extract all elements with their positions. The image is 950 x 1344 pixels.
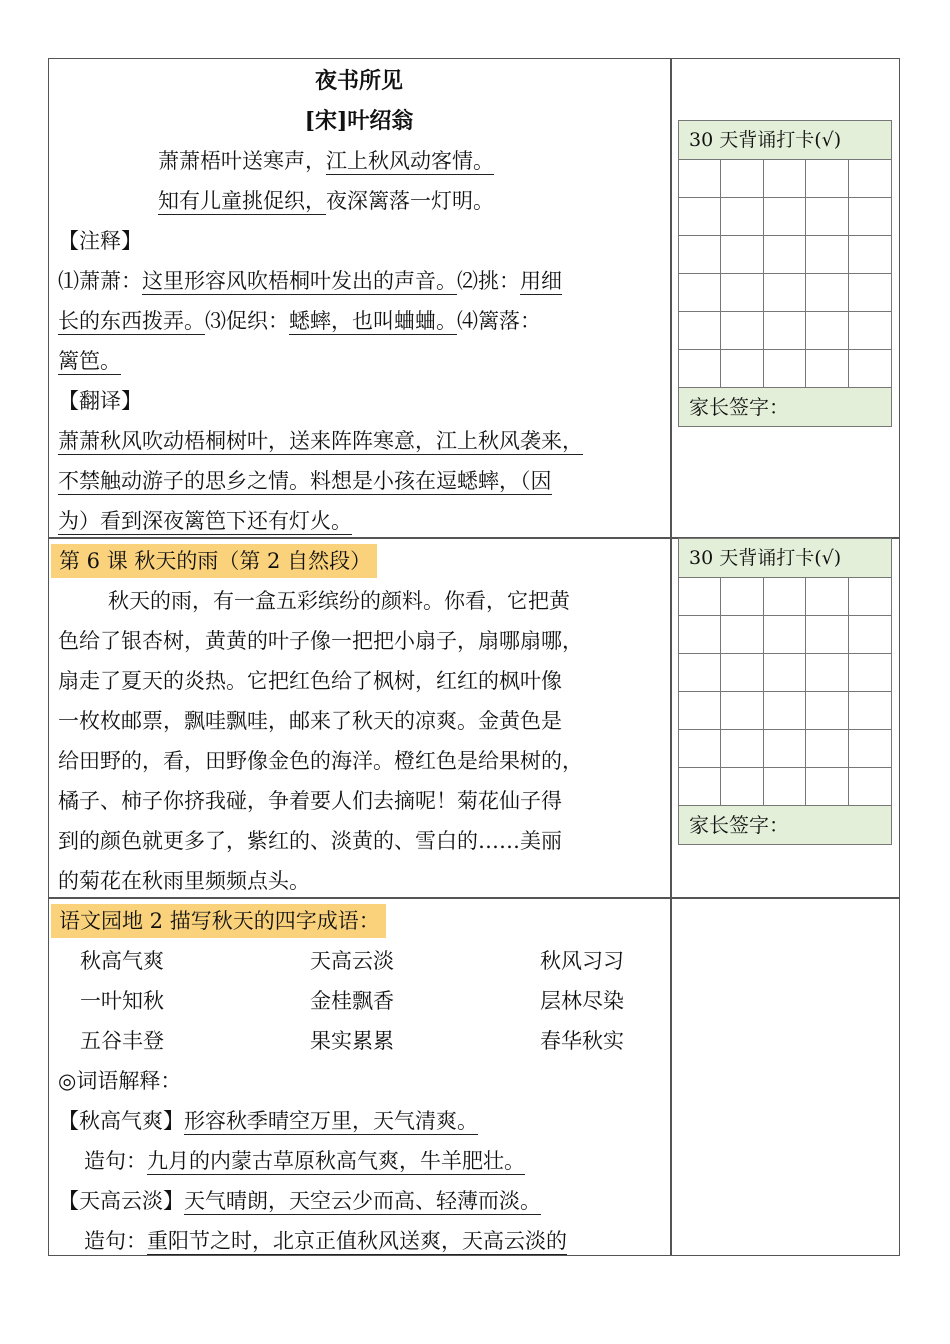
translation-line-3 [58, 506, 352, 536]
note-2-def-cont: 长的东西拨弄。 [58, 309, 205, 333]
sentence-1-text: 九月的内蒙古草原秋高气爽，牛羊肥壮。 [147, 1149, 525, 1173]
note-3-term: ⑶促织： [205, 309, 289, 333]
poem-line-1b: 江上秋风动客情。 [326, 149, 494, 173]
notes-heading: 【注释】 [58, 229, 142, 253]
poem-line-2 [158, 186, 494, 216]
lesson6-line-4: 一枚枚邮票，飘哇飘哇，邮来了秋天的凉爽。金黄色是 [58, 709, 562, 733]
idiom-2: 天高云淡 [310, 949, 394, 973]
row-divider-2 [48, 897, 900, 899]
idiom-3: 秋风习习 [540, 949, 624, 973]
sentence-2-label: 造句： [84, 1229, 147, 1253]
sentence-2-text: 重阳节之时，北京正值秋风送爽，天高云淡的 [147, 1229, 567, 1253]
idiom-8: 果实累累 [310, 1029, 394, 1053]
notes-line-3 [58, 346, 121, 376]
checkin-cells-1[interactable] [679, 160, 891, 388]
translation-heading: 【翻译】 [58, 389, 142, 413]
checkin-grid-1 [678, 120, 892, 427]
explain-2 [58, 1186, 541, 1216]
translation-line-1 [58, 426, 583, 456]
poem-line-2a: 知有儿童挑促织， [158, 189, 326, 213]
note-1-term: ⑴萧萧： [58, 269, 142, 293]
poem-line-1a: 萧萧梧叶送寒声， [158, 149, 326, 173]
lesson6-line-6: 橘子、柿子你挤我碰，争着要人们去摘呢！菊花仙子得 [58, 789, 562, 813]
translation-line-2 [58, 466, 552, 496]
idiom-6: 层林尽染 [540, 989, 624, 1013]
poem-title: 夜书所见 [314, 68, 403, 94]
parent-sign-1[interactable]: 家长签字： [679, 388, 891, 426]
lesson6-heading: 第 6 课 秋天的雨（第 2 自然段） [51, 544, 377, 578]
poem-line-1 [158, 146, 494, 176]
poem-line-2b: 夜深篱落一灯明。 [326, 189, 494, 213]
notes-line-2 [58, 306, 541, 336]
idiom-1: 秋高气爽 [80, 949, 164, 973]
idiom-9: 春华秋实 [540, 1029, 624, 1053]
explain-1-def: 形容秋季晴空万里，天气清爽。 [184, 1109, 478, 1133]
checkin-grid-2 [678, 538, 892, 845]
explain-1-term: 【秋高气爽】 [58, 1109, 184, 1133]
idiom-5: 金桂飘香 [310, 989, 394, 1013]
sentence-2 [84, 1226, 567, 1256]
parent-sign-2[interactable]: 家长签字： [679, 806, 891, 844]
note-1-def: 这里形容风吹梧桐叶发出的声音。 [142, 269, 457, 293]
note-4-term: ⑷篱落： [457, 309, 541, 333]
idiom-4: 一叶知秋 [80, 989, 164, 1013]
translation-text-2: 不禁触动游子的思乡之情。料想是小孩在逗蟋蟀，（因 [58, 469, 552, 493]
explain-2-def: 天气晴朗，天空云少而高、轻薄而淡。 [184, 1189, 541, 1213]
notes-line-1 [58, 266, 562, 296]
translation-text-3: 为）看到深夜篱笆下还有灯火。 [58, 509, 352, 533]
sentence-1 [84, 1146, 525, 1176]
note-2-term: ⑵挑： [457, 269, 520, 293]
lesson6-line-5: 给田野的，看，田野像金色的海洋。橙红色是给果树的， [58, 749, 583, 773]
explain-heading: ◎词语解释： [58, 1069, 182, 1093]
idiom-7: 五谷丰登 [80, 1029, 164, 1053]
explain-2-term: 【天高云淡】 [58, 1189, 184, 1213]
lesson6-line-8: 的菊花在秋雨里频频点头。 [58, 869, 310, 893]
note-2-def: 用细 [520, 269, 562, 293]
note-4-def: 篱笆。 [58, 349, 121, 373]
lesson6-line-2: 色给了银杏树，黄黄的叶子像一把把小扇子，扇哪扇哪， [58, 629, 583, 653]
explain-1 [58, 1106, 478, 1136]
note-3-def: 蟋蟀，也叫蛐蛐。 [289, 309, 457, 333]
column-divider [670, 58, 672, 1256]
garden-heading: 语文园地 2 描写秋天的四字成语： [51, 904, 386, 938]
translation-text-1: 萧萧秋风吹动梧桐树叶，送来阵阵寒意，江上秋风袭来， [58, 429, 583, 453]
checkin-title-1: 30 天背诵打卡(√) [679, 121, 891, 160]
lesson6-line-1: 秋天的雨，有一盒五彩缤纷的颜料。你看，它把黄 [108, 589, 570, 613]
lesson6-line-3: 扇走了夏天的炎热。它把红色给了枫树，红红的枫叶像 [58, 669, 562, 693]
sentence-1-label: 造句： [84, 1149, 147, 1173]
lesson6-line-7: 到的颜色就更多了，紫红的、淡黄的、雪白的……美丽 [58, 829, 562, 853]
checkin-cells-2[interactable] [679, 578, 891, 806]
poem-author: [宋]叶绍翁 [304, 108, 414, 134]
checkin-title-2: 30 天背诵打卡(√) [679, 539, 891, 578]
